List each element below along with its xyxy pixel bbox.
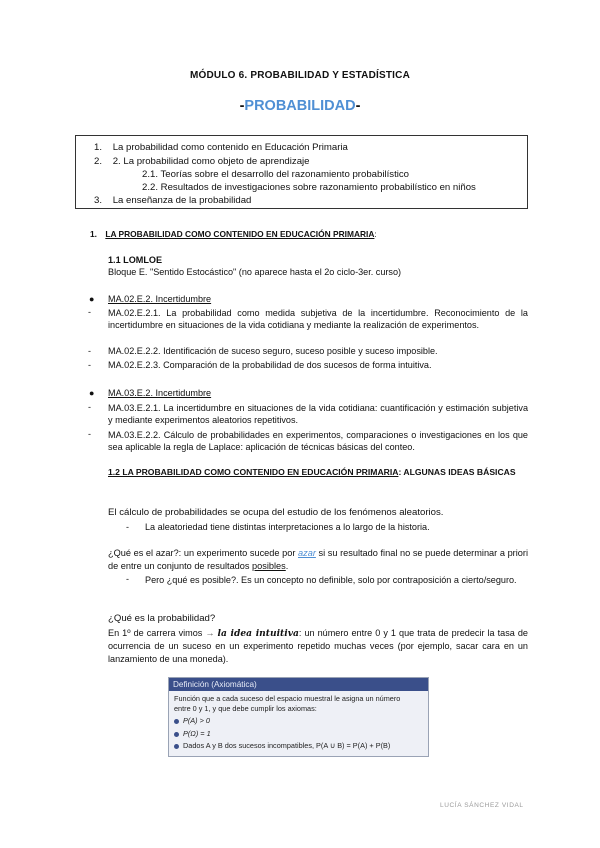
- toc-number: 1.: [94, 142, 103, 153]
- dash-icon: -: [88, 402, 91, 412]
- lomloe-heading: 1.1 LOMLOE: [108, 255, 163, 265]
- calculo-sub: La aleatoriedad tiene distintas interpretaciones a lo largo de la historia.: [145, 522, 430, 532]
- toc-number: 3.: [94, 195, 103, 206]
- document-title: MÓDULO 6. PROBABILIDAD Y ESTADÍSTICA: [190, 70, 410, 81]
- footer-author: LUCÍA SÁNCHEZ VIDAL: [440, 802, 524, 809]
- toc-item: [94, 156, 310, 167]
- azar-paragraph: [108, 547, 528, 573]
- section-colon: :: [374, 229, 377, 239]
- definition-box: [168, 677, 429, 757]
- section-number: 1.: [90, 229, 97, 239]
- definition-line: entre 0 y 1, y que debe cumplir los axiomas:: [174, 704, 317, 713]
- dash-icon: -: [88, 346, 91, 356]
- azar-text: .: [285, 561, 289, 571]
- dash-icon: -: [88, 360, 91, 370]
- definition-axiom: [174, 741, 390, 750]
- subtitle-suffix: -: [355, 98, 361, 114]
- bullet-icon: [174, 744, 179, 749]
- toc-item: [94, 142, 348, 153]
- toc-text: La probabilidad como contenido en Educación Primaria: [112, 142, 348, 153]
- prob-text: En 1º de carrera vimos: [108, 628, 206, 638]
- definition-line: Función que a cada suceso del espacio muestral le asigna un número: [174, 694, 401, 703]
- bloque-text: Bloque E. "Sentido Estocástico" (no aparece hasta el 2o ciclo-3er. curso): [108, 267, 402, 277]
- dash-icon: -: [88, 307, 91, 317]
- toc-item: [94, 195, 251, 206]
- ma02-item: MA.02.E.2.2. Identificación de suceso seguro, suceso posible y suceso imposible.: [108, 346, 438, 356]
- axiom-text: P(A) > 0: [183, 716, 210, 725]
- section-1-2-subtitle: : ALGUNAS IDEAS BÁSICAS: [398, 467, 516, 477]
- bullet-icon: ●: [89, 294, 95, 304]
- document-subtitle: [0, 98, 600, 114]
- section-1-heading: [90, 229, 377, 240]
- dash-icon: -: [126, 574, 129, 584]
- probabilidad-paragraph: [108, 627, 528, 666]
- idea-intuitiva: la idea intuitiva: [217, 628, 299, 639]
- posibles-word: posibles: [252, 561, 286, 571]
- table-of-contents: [75, 135, 528, 209]
- ma02-item: MA.02.E.2.3. Comparación de la probabilidad de dos sucesos de forma intuitiva.: [108, 360, 432, 370]
- prob-text: : un número entre 0 y 1 que trata de predecir la tasa de ocurrencia de un suceso en un experimento repetido muchas veces (por ejemplo, sacar cara en un lanzamiento de una moneda).: [108, 628, 528, 664]
- azar-text: ¿Qué es el azar?: un experimento sucede por: [108, 548, 299, 558]
- subtitle-prefix: -: [239, 98, 245, 114]
- toc-text: 2.2. Resultados de investigaciones sobre razonamiento probabilístico en niños: [142, 182, 476, 193]
- axiom-text: P(Ω) = 1: [183, 729, 211, 738]
- ma03-item: MA.03.E.2.2. Cálculo de probabilidades en experimentos, comparaciones o investigaciones en los que sea aplicable la regla de Laplace: aplicación de técnicas básicas del conteo.: [108, 430, 528, 452]
- azar-text: si su resultado final no se puede determinar a priori de entre un conjunto de resultados: [108, 548, 528, 571]
- section-title: LA PROBABILIDAD COMO CONTENIDO EN EDUCACIÓN PRIMARIA: [105, 229, 375, 239]
- ma03-title: MA.03.E.2. Incertidumbre: [108, 388, 212, 398]
- toc-text: 2.1. Teorías sobre el desarrollo del razonamiento probabilístico: [142, 169, 409, 180]
- definition-axiom: [174, 716, 210, 725]
- ma02-item: MA.02.E.2.1. La probabilidad como medida subjetiva de la incertidumbre. Reconocimiento de la incertidumbre en situaciones de la vida cotidiana y mediante la realización de experimentos.: [108, 308, 528, 330]
- toc-item: [142, 182, 476, 193]
- bullet-icon: [174, 732, 179, 737]
- azar-word: azar: [298, 548, 316, 558]
- section-1-2-heading: [108, 466, 528, 479]
- arrow-icon: →: [205, 628, 215, 638]
- subtitle-text: PROBABILIDAD: [244, 98, 356, 114]
- ma03-item: MA.03.E.2.1. La incertidumbre en situaciones de la vida cotidiana: cuantificación y estimación subjetiva y mediante experimentos aleatorios repetitivos.: [108, 403, 528, 425]
- definition-axiom: [174, 729, 211, 738]
- definition-header: Definición (Axiomática): [169, 678, 428, 691]
- azar-sub: Pero ¿qué es posible?. Es un concepto no definible, solo por contraposición a cierto/seguro.: [145, 575, 517, 585]
- toc-number: 2.: [94, 156, 103, 167]
- bullet-icon: ●: [89, 388, 95, 398]
- calculo-text: El cálculo de probabilidades se ocupa del estudio de los fenómenos aleatorios.: [108, 507, 444, 518]
- dash-icon: -: [126, 522, 129, 532]
- toc-text: La enseñanza de la probabilidad: [112, 195, 252, 206]
- section-1-2-title: 1.2 LA PROBABILIDAD COMO CONTENIDO EN EDUCACIÓN PRIMARIA: [108, 467, 399, 477]
- ma02-title: MA.02.E.2. Incertidumbre: [108, 294, 212, 304]
- axiom-text: Dados A y B dos sucesos incompatibles, P(A ∪ B) = P(A) + P(B): [183, 741, 391, 750]
- toc-text: 2. La probabilidad como objeto de aprendizaje: [112, 156, 310, 167]
- toc-item: [142, 169, 409, 180]
- bullet-icon: [174, 719, 179, 724]
- probabilidad-question: ¿Qué es la probabilidad?: [108, 613, 216, 624]
- dash-icon: -: [88, 429, 91, 439]
